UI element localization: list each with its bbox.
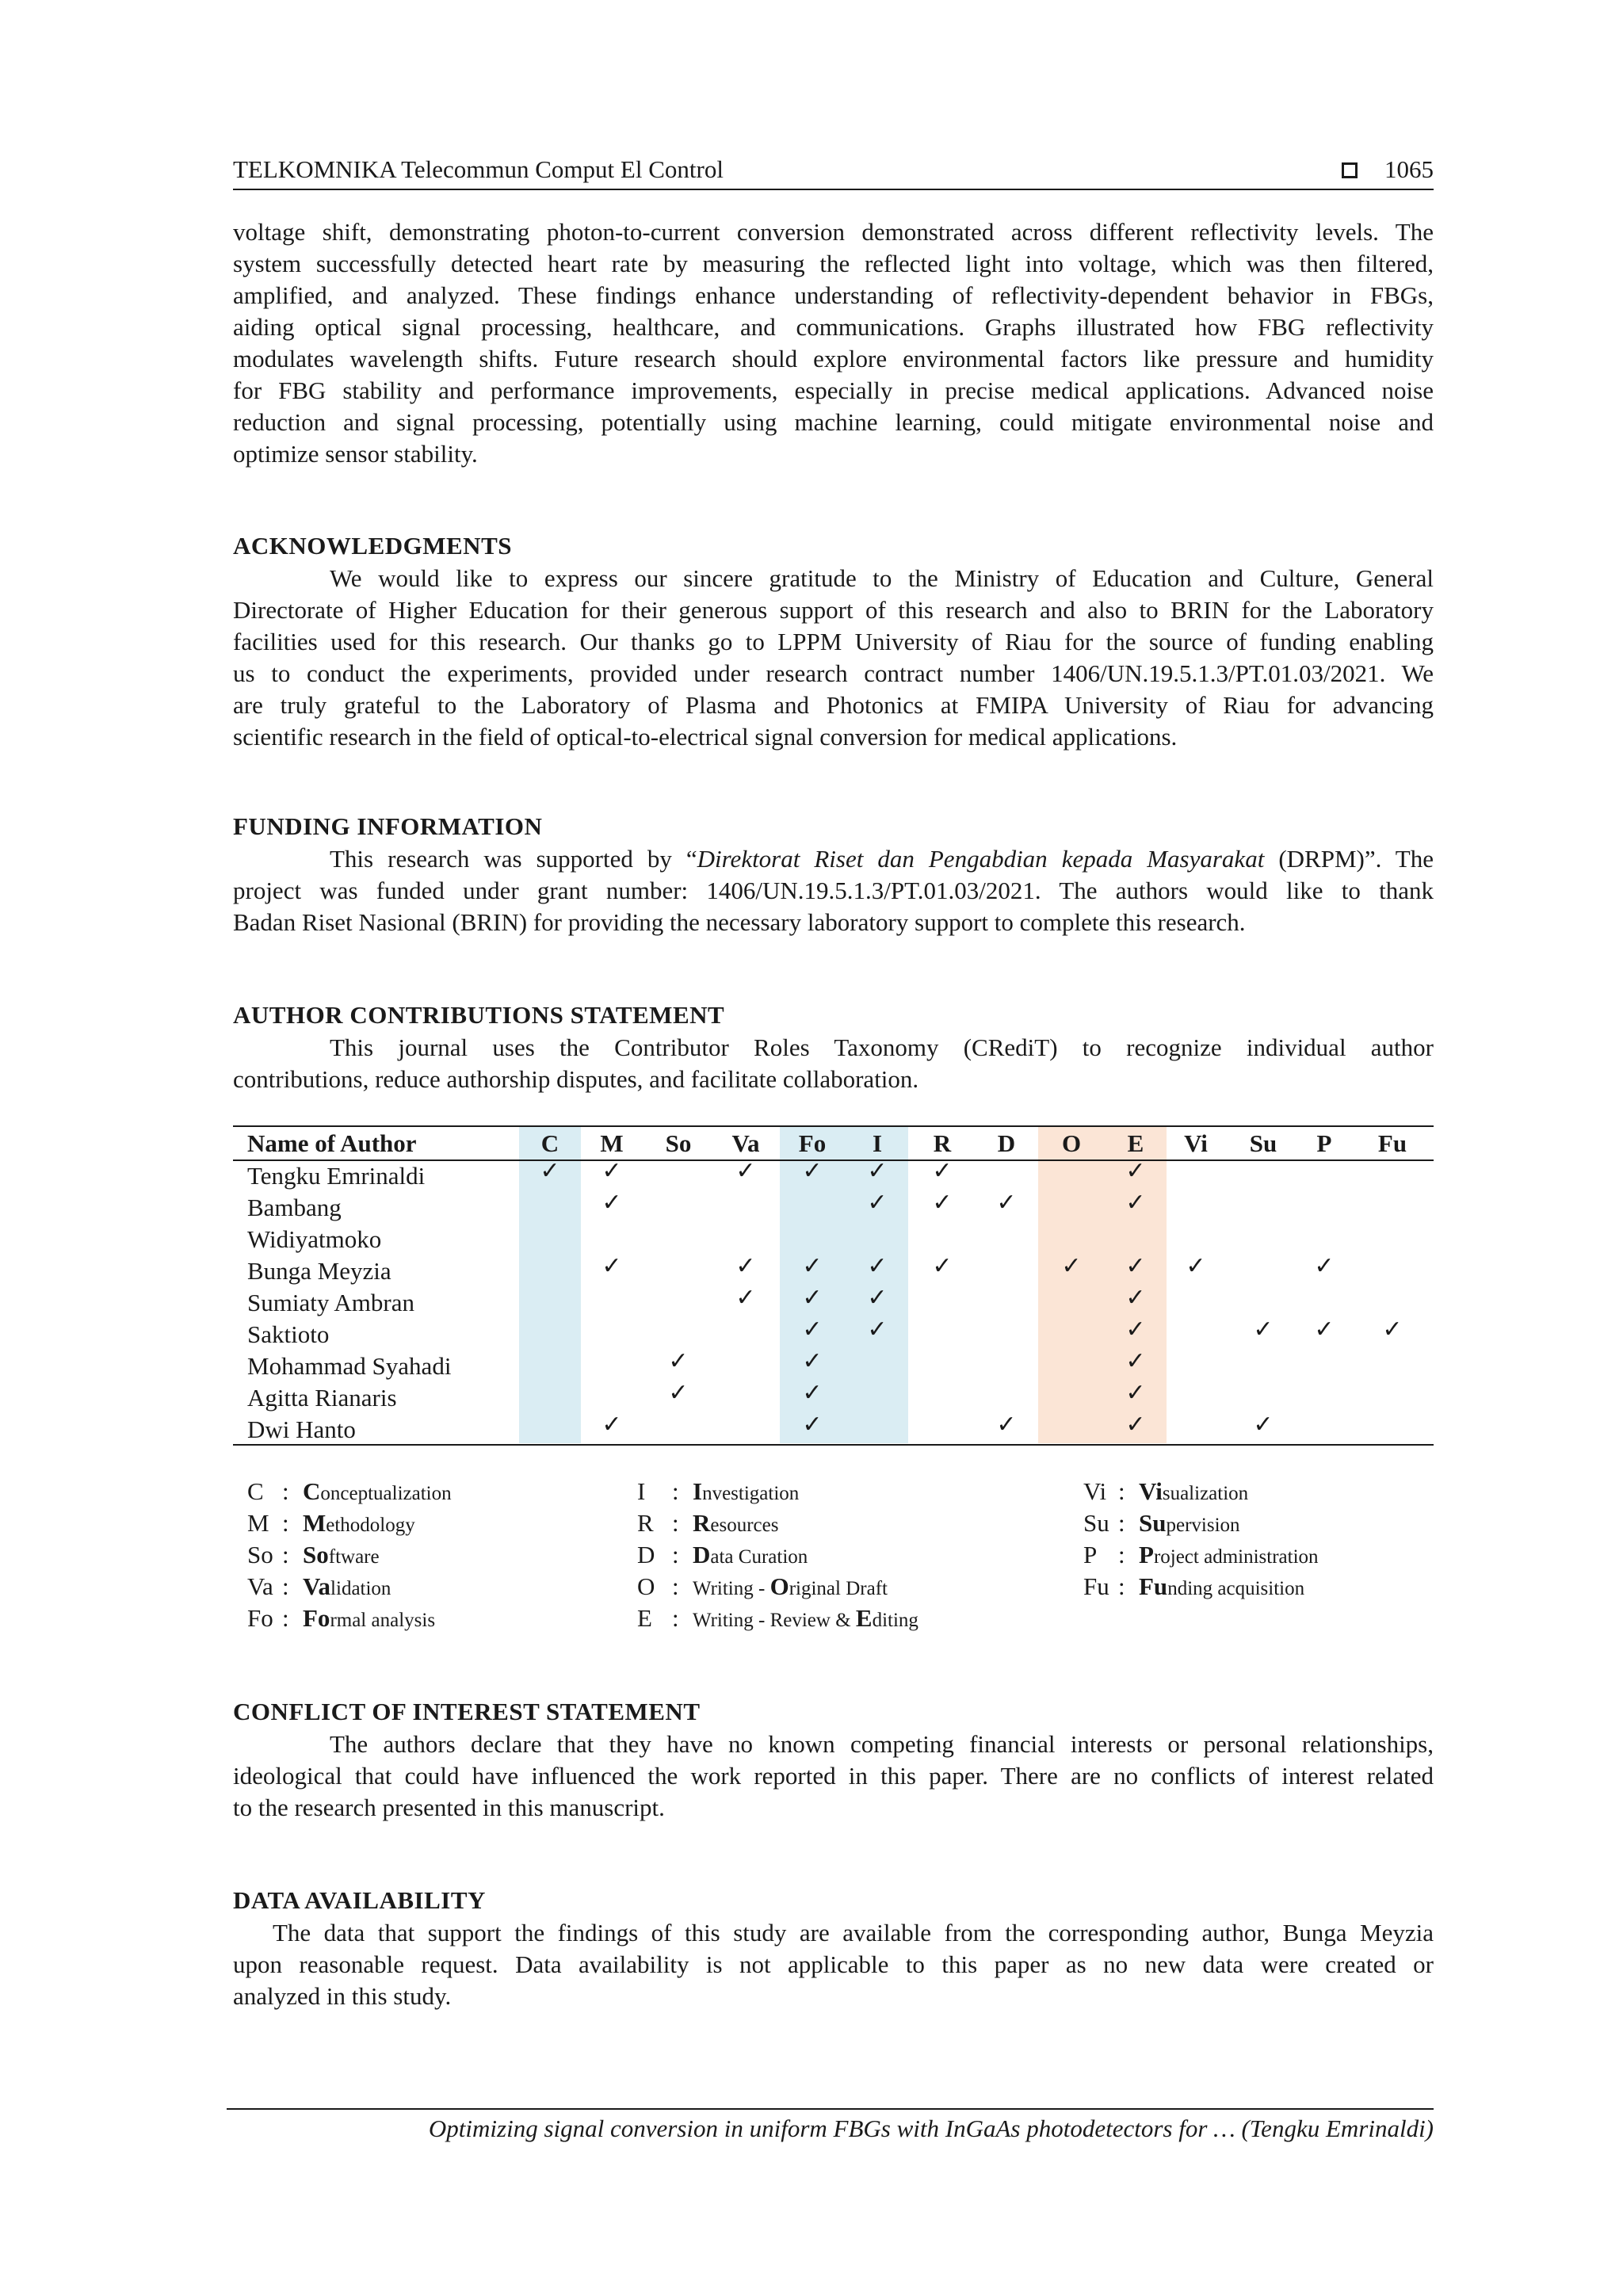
legend-item [637,1507,778,1541]
check-mark-icon: ✓ [1253,1316,1274,1343]
legend-rest: ata Curation [710,1546,808,1568]
legend-abbr: E [637,1604,652,1632]
legend-item [247,1571,391,1605]
check-mark-icon: ✓ [668,1379,689,1407]
check-mark-icon: ✓ [867,1316,888,1343]
legend-rest: sualization [1162,1483,1249,1504]
check-mark-icon: ✓ [932,1157,953,1185]
legend-description [693,1541,808,1568]
legend-bold: Su [1139,1509,1167,1537]
check-mark-icon: ✓ [601,1411,622,1438]
funding-paragraph [233,843,1434,938]
dataav-line: analyzed in this study. [233,1982,452,2010]
role-header-i: I [872,1129,883,1157]
legend-description [1139,1477,1249,1505]
check-mark-icon: ✓ [601,1252,622,1280]
author-name: Widiyatmoko [247,1225,382,1253]
ack-line: We would like to express our sincere gratitude to the Ministry of Education and Culture, General [330,564,1434,592]
legend-bold: O [769,1572,789,1600]
author-name: Tengku Emrinaldi [247,1162,426,1190]
legend-item [247,1603,435,1637]
legend-colon: : [672,1477,679,1505]
intro-line: reduction and signal processing, potentially using machine learning, could mitigate environmental noise and [233,408,1434,436]
check-mark-icon: ✓ [867,1284,888,1312]
intro-line: optimize sensor stability. [233,440,478,468]
legend-prefix: Writing - [693,1578,770,1599]
check-mark-icon: ✓ [735,1284,756,1312]
author-name: Mohammad Syahadi [247,1352,452,1380]
legend-colon: : [1118,1541,1125,1568]
legend-colon: : [672,1604,679,1632]
legend-rest: ethodology [326,1515,415,1536]
legend-bold: Fu [1139,1572,1168,1600]
legend-rest: nvestigation [702,1483,800,1504]
check-mark-icon: ✓ [1125,1189,1146,1217]
conflict-heading: CONFLICT OF INTEREST STATEMENT [233,1698,701,1725]
legend-abbr: R [637,1509,654,1537]
legend-abbr: Vi [1083,1477,1107,1505]
legend-description [303,1541,380,1568]
legend-description [693,1604,918,1632]
check-mark-icon: ✓ [601,1157,622,1185]
check-mark-icon: ✓ [601,1189,622,1217]
check-mark-icon: ✓ [1125,1347,1146,1375]
legend-description [303,1477,452,1505]
check-mark-icon: ✓ [932,1252,953,1280]
legend-bold: C [303,1477,321,1505]
legend-colon: : [282,1572,289,1600]
check-mark-icon: ✓ [668,1347,689,1375]
contributions-paragraph [233,1032,1434,1095]
legend-item [247,1507,415,1541]
data-availability-paragraph [233,1917,1434,2012]
legend-prefix: Writing - Review & [693,1610,856,1631]
role-header-e: E [1127,1129,1144,1157]
legend-rest: pervision [1166,1515,1240,1536]
intro-line: voltage shift, demonstrating photon-to-current conversion demonstrated across different reflectivity levels. The [233,218,1434,246]
author-name: Bunga Meyzia [247,1257,391,1285]
legend-bold: Vi [1139,1477,1163,1505]
check-mark-icon: ✓ [735,1157,756,1185]
legend-bold: R [693,1509,711,1537]
ack-line: facilities used for this research. Our thanks go to LPPM University of Riau for the source of funding enabling [233,628,1434,655]
author-name: Dwi Hanto [247,1415,356,1443]
check-mark-icon: ✓ [802,1157,823,1185]
intro-line: system successfully detected heart rate by measuring the reflected light into voltage, which was then filtered, [233,250,1434,277]
intro-line: for FBG stability and performance improvements, especially in precise medical applications. Advanced noise [233,376,1434,404]
legend-abbr: D [637,1541,655,1568]
legend-abbr: Va [247,1572,273,1600]
ack-line: scientific research in the field of optical-to-electrical signal conversion for medical applications. [233,723,1178,751]
check-mark-icon: ✓ [867,1157,888,1185]
legend-item [247,1539,380,1573]
legend-abbr: So [247,1541,273,1568]
legend-abbr: M [247,1509,269,1537]
legend-abbr: C [247,1477,264,1505]
check-mark-icon: ✓ [1253,1411,1274,1438]
page-number-block [1342,155,1434,184]
legend-abbr: I [637,1477,646,1505]
author-name: Agitta Rianaris [247,1384,397,1412]
legend-abbr: P [1083,1541,1098,1568]
legend-item [637,1539,808,1573]
legend-colon: : [282,1477,289,1505]
legend-bold: M [303,1509,327,1537]
check-mark-icon: ✓ [1314,1316,1335,1343]
legend-rest: onceptualization [320,1483,452,1504]
check-mark-icon: ✓ [540,1157,560,1185]
legend-bold: D [693,1541,711,1568]
legend-colon: : [672,1572,679,1600]
conflict-line: ideological that could have influenced the work reported in this paper. There are no conflicts of interest related [233,1762,1434,1790]
check-mark-icon: ✓ [735,1252,756,1280]
running-footer: Optimizing signal conversion in uniform FBGs with InGaAs photodetectors for … (Tengku Emrinaldi) [227,2108,1434,2143]
role-header-va: Va [731,1129,760,1157]
author-name: Sumiaty Ambran [247,1289,414,1316]
conflict-paragraph [233,1729,1434,1824]
conflict-line: The authors declare that they have no known competing financial interests or personal relationships, [330,1730,1434,1758]
legend-abbr: Fo [247,1604,273,1632]
page-number: 1065 [1384,155,1434,183]
role-header-r: R [933,1129,952,1157]
legend-rest: riginal Draft [789,1578,888,1599]
legend-colon: : [672,1509,679,1537]
legend-colon: : [1118,1509,1125,1537]
role-header-o: O [1061,1129,1082,1157]
legend-rest: esources [710,1515,779,1536]
legend-abbr: Fu [1083,1572,1109,1600]
check-mark-icon: ✓ [802,1316,823,1343]
check-mark-icon: ✓ [1125,1411,1146,1438]
legend-description [693,1572,888,1600]
legend-item [637,1603,918,1637]
role-header-su: Su [1249,1129,1277,1157]
square-icon [1342,162,1358,178]
legend-colon: : [282,1541,289,1568]
contributions-heading: AUTHOR CONTRIBUTIONS STATEMENT [233,1001,725,1029]
journal-title: TELKOMNIKA Telecommun Comput El Control [233,155,724,183]
legend-description [303,1604,436,1632]
legend-rest: roject administration [1153,1546,1319,1568]
legend-item [1083,1539,1319,1573]
check-mark-icon: ✓ [1125,1252,1146,1280]
intro-line: aiding optical signal processing, healthcare, and communications. Graphs illustrated how FBG reflectivity [233,313,1434,341]
table-bottom-rule [233,1444,1434,1446]
legend-item [637,1571,888,1605]
funding-line-1: This research was supported by “Direktorat Riset dan Pengabdian kepada Masyarakat (DRPM)”. The [330,845,1434,873]
ack-line: Directorate of Higher Education for their generous support of this research and also to BRIN for the Laboratory [233,596,1434,624]
intro-line: amplified, and analyzed. These findings enhance understanding of reflectivity-dependent behavior in FBGs, [233,281,1434,309]
contrib-line: contributions, reduce authorship disputes, and facilitate collaboration. [233,1065,919,1093]
legend-colon: : [672,1541,679,1568]
legend-item [247,1476,452,1510]
legend-colon: : [282,1604,289,1632]
ack-line: are truly grateful to the Laboratory of Plasma and Photonics at FMIPA University of Riau for advancing [233,691,1434,719]
legend-description [693,1509,779,1537]
role-header-so: So [665,1129,692,1157]
legend-colon: : [1118,1572,1125,1600]
check-mark-icon: ✓ [802,1379,823,1407]
legend-rest: ftware [328,1546,380,1568]
role-header-c: C [540,1129,559,1157]
check-mark-icon: ✓ [1125,1157,1146,1185]
legend-colon: : [1118,1477,1125,1505]
role-header-d: D [997,1129,1016,1157]
intro-paragraph [233,216,1434,470]
legend-bold: E [855,1604,873,1632]
legend-abbr: Su [1083,1509,1109,1537]
legend-rest: rmal analysis [330,1610,436,1631]
funding-heading: FUNDING INFORMATION [233,812,543,840]
check-mark-icon: ✓ [1382,1316,1403,1343]
intro-line: modulates wavelength shifts. Future research should explore environmental factors like pressure and humidity [233,345,1434,372]
contrib-line: This journal uses the Contributor Roles Taxonomy (CRediT) to recognize individual author [330,1033,1434,1061]
legend-description [303,1572,391,1600]
dataav-line: The data that support the findings of this study are available from the corresponding author, Bunga Meyzia [273,1919,1434,1946]
legend-item [1083,1571,1304,1605]
funding-line: project was funded under grant number: 1406/UN.19.5.1.3/PT.01.03/2021. The authors would like to thank [233,877,1434,904]
legend-description [693,1477,800,1505]
conflict-line: to the research presented in this manuscript. [233,1794,665,1821]
legend-item [637,1476,799,1510]
check-mark-icon: ✓ [802,1252,823,1280]
author-name: Saktioto [247,1320,330,1348]
check-mark-icon: ✓ [867,1252,888,1280]
ack-line: us to conduct the experiments, provided under research contract number 1406/UN.19.5.1.3/PT.01.03/2021. We [233,659,1434,687]
legend-colon: : [282,1509,289,1537]
name-column-header: Name of Author [247,1129,417,1157]
legend-rest: diting [872,1610,918,1631]
role-header-p: P [1316,1129,1332,1157]
legend-item [1083,1476,1248,1510]
check-mark-icon: ✓ [1125,1284,1146,1312]
legend-description [303,1509,415,1537]
funding-line: Badan Riset Nasional (BRIN) for providing the necessary laboratory support to complete this research. [233,908,1246,936]
role-header-m: M [600,1129,624,1157]
legend-bold: I [693,1477,703,1505]
check-mark-icon: ✓ [867,1189,888,1217]
legend-description [1139,1509,1240,1537]
role-header-fo: Fo [798,1129,827,1157]
running-header [233,155,1434,190]
legend-item [1083,1507,1240,1541]
author-name: Bambang [247,1194,342,1221]
check-mark-icon: ✓ [1314,1252,1335,1280]
legend-description [1139,1541,1319,1568]
check-mark-icon: ✓ [1125,1316,1146,1343]
legend-bold: So [303,1541,329,1568]
check-mark-icon: ✓ [802,1411,823,1438]
check-mark-icon: ✓ [996,1189,1017,1217]
check-mark-icon: ✓ [802,1284,823,1312]
legend-bold: Va [303,1572,331,1600]
dataav-line: upon reasonable request. Data availability is not applicable to this paper as no new data were created or [233,1950,1434,1978]
acknowledgments-paragraph [233,563,1434,753]
acknowledgments-heading: ACKNOWLEDGMENTS [233,532,512,560]
check-mark-icon: ✓ [996,1411,1017,1438]
check-mark-icon: ✓ [802,1347,823,1375]
legend-abbr: O [637,1572,655,1600]
legend-description [1139,1572,1305,1600]
legend-rest: nding acquisition [1167,1578,1305,1599]
check-mark-icon: ✓ [1186,1252,1206,1280]
check-mark-icon: ✓ [1061,1252,1082,1280]
data-availability-heading: DATA AVAILABILITY [233,1886,486,1914]
legend-bold: P [1139,1541,1154,1568]
legend-rest: lidation [330,1578,391,1599]
check-mark-icon: ✓ [1125,1379,1146,1407]
role-header-vi: Vi [1184,1129,1208,1157]
check-mark-icon: ✓ [932,1189,953,1217]
role-header-fu: Fu [1377,1129,1407,1157]
legend-bold: Fo [303,1604,330,1632]
